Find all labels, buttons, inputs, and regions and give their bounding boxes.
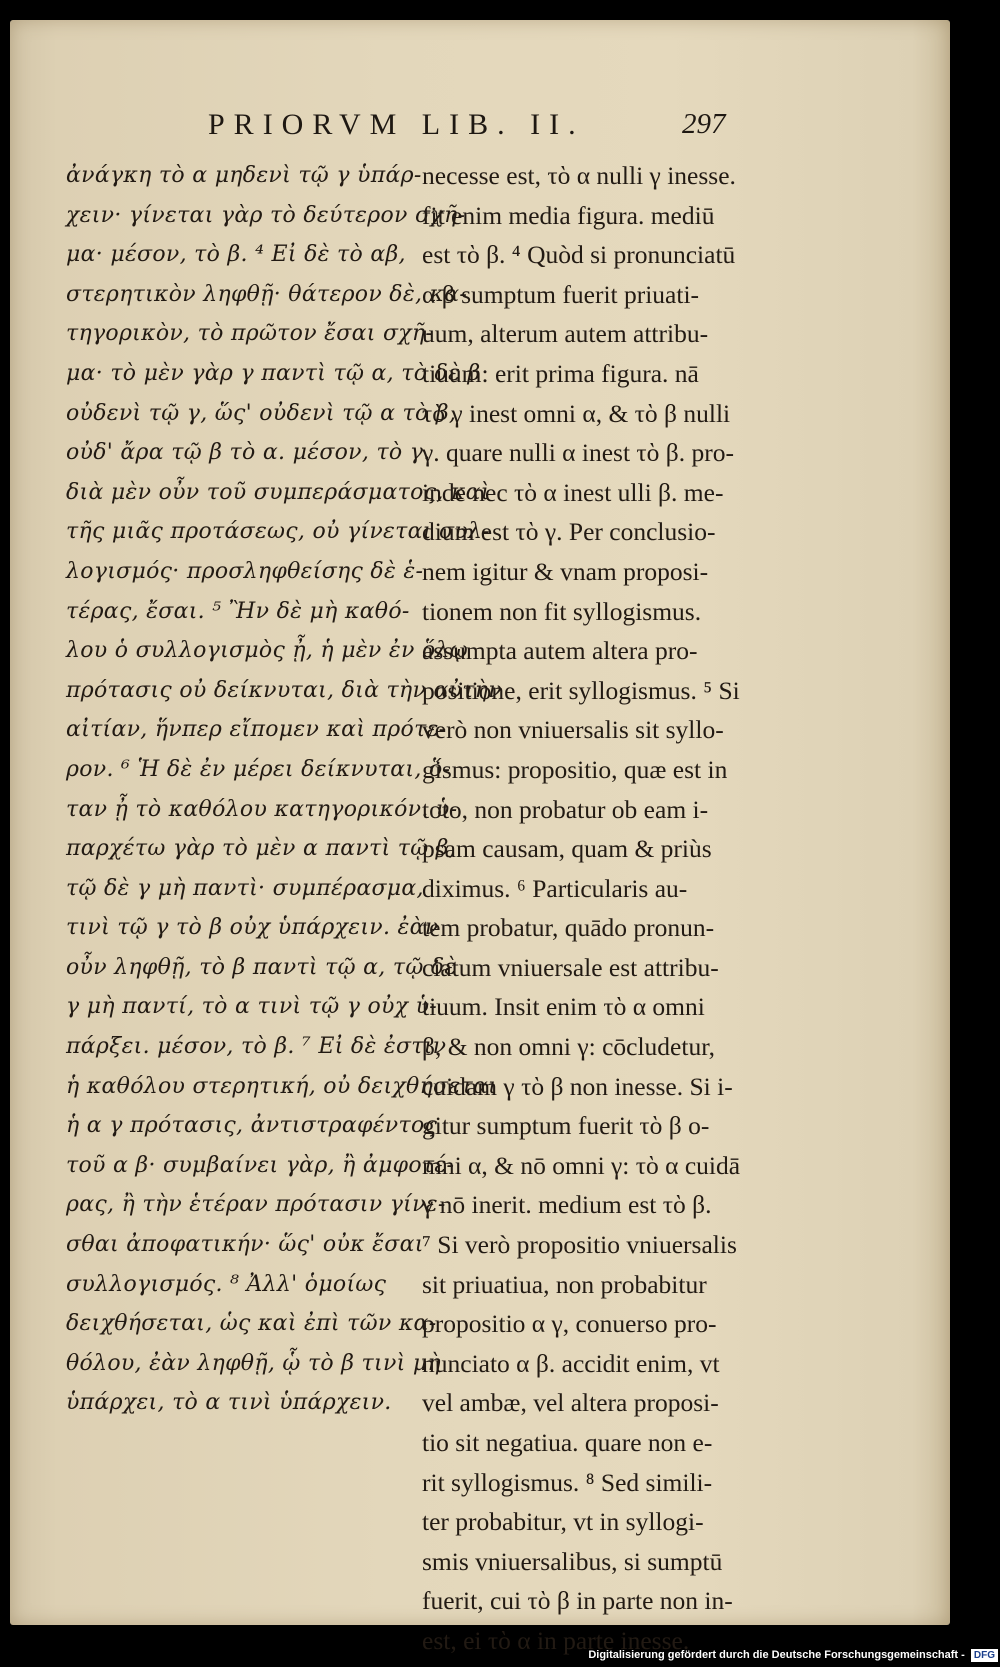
- latin-text-line: α β sumptum fuerit priuati-: [422, 279, 700, 309]
- greek-text-line: ἡ καθόλου στερητική, οὐ δειχθήσεται: [66, 1073, 498, 1099]
- greek-text-line: πάρξει. μέσον, τὸ β. ⁷ Εἰ δὲ ἐστιν: [66, 1034, 447, 1060]
- latin-text-line: sit priuatiua, non probabitur: [422, 1269, 707, 1299]
- greek-text-line: ρον. ⁶ Ἡ δὲ ἐν μέρει δείκνυται, ὅ-: [66, 756, 451, 782]
- greek-text-line: στερητικὸν ληφθῇ· θάτερον δὲ, κα-: [66, 281, 468, 307]
- greek-text-line: τῆς μιᾶς προτάσεως, οὐ γίνεται συλ-: [66, 519, 490, 545]
- greek-text-line: χειν· γίνεται γὰρ τὸ δεύτερον σχῆ-: [66, 202, 466, 228]
- greek-text-line: δειχθήσεται, ὡς καὶ ἐπὶ τῶν κα-: [66, 1311, 437, 1337]
- greek-text-line: συλλογισμός. ⁸ Ἀλλ' ὁμοίως: [66, 1271, 387, 1297]
- latin-text-line: mni α, & nō omni γ: τὸ α cuidā: [422, 1150, 741, 1180]
- footer-credit-text: Digitalisierung gefördert durch die Deutsche Forschungsgemeinschaft -: [588, 1649, 965, 1661]
- latin-text-line: gismus: propositio, quæ est in: [422, 754, 728, 784]
- latin-text-line: toto, non probatur ob eam i-: [422, 794, 709, 824]
- greek-text-line: σθαι ἀποφατικήν· ὥς' οὐκ ἔσαι: [66, 1232, 424, 1258]
- latin-text-line: fit enim media figura. mediū: [422, 200, 715, 230]
- latin-text-line: assumpta autem altera pro-: [422, 636, 698, 666]
- greek-text-line: τέρας, ἔσαι. ⁵ Ἢν δὲ μὴ καθό-: [66, 598, 410, 624]
- latin-text-line: tiuum: erit prima figura. nā: [422, 358, 699, 388]
- greek-text-line: πρότασις οὐ δείκνυται, διὰ τὴν αὐτὴν: [66, 677, 502, 703]
- latin-text-line: ⁷ Si verò propositio vniuersalis: [422, 1230, 737, 1260]
- greek-text-line: μα· τὸ μὲν γὰρ γ παντὶ τῷ α, τὸ δὲ β: [66, 360, 481, 386]
- greek-text-line: οὖν ληφθῇ, τὸ β παντὶ τῷ α, τῷ δὲ: [66, 954, 457, 980]
- latin-text-line: uum, alterum autem attribu-: [422, 319, 709, 349]
- greek-text-line: τῷ δὲ γ μὴ παντὶ· συμπέρασμα,: [66, 875, 424, 901]
- latin-text-line: dium est τὸ γ. Per conclusio-: [422, 517, 716, 547]
- latin-text-line: inde nec τὸ α inest ulli β. me-: [422, 477, 724, 507]
- digitization-footer: [588, 1646, 998, 1664]
- latin-text-line: rit syllogismus. ⁸ Sed simili-: [422, 1467, 713, 1497]
- greek-text-line: γ μὴ παντί, τὸ α τινὶ τῷ γ οὐχ ὑ-: [66, 994, 438, 1020]
- latin-text-line: necesse est, τὸ α nulli γ inesse.: [422, 161, 736, 190]
- greek-text-line: ρας, ἢ τὴν ἑτέραν πρότασιν γίνε-: [66, 1192, 446, 1218]
- latin-text-line: tiuum. Insit enim τὸ α omni: [422, 992, 705, 1022]
- dfg-logo: DFG: [971, 1649, 998, 1662]
- greek-text-line: μα· μέσον, τὸ β. ⁴ Εἰ δὲ τὸ αβ,: [66, 242, 406, 268]
- latin-text-line: gitur sumptum fuerit τὸ β o-: [422, 1111, 710, 1141]
- latin-text-line: verò non vniuersalis sit syllo-: [422, 715, 724, 745]
- greek-text-column: [66, 156, 502, 1423]
- latin-text-line: vel ambæ, vel altera proposi-: [422, 1388, 719, 1418]
- greek-text-line: ὑπάρχει, τὸ α τινὶ ὑπάρχειν.: [66, 1390, 392, 1416]
- latin-text-line: positione, erit syllogismus. ⁵ Si: [422, 675, 740, 705]
- greek-text-line: τινὶ τῷ γ τὸ β οὐχ ὑπάρχειν. ἐὰν: [66, 915, 439, 941]
- latin-text-line: smis vniuersalibus, si sumptū: [422, 1546, 723, 1576]
- latin-text-line: γ. quare nulli α inest τὸ β. pro-: [422, 438, 735, 468]
- latin-text-line: est τὸ β. ⁴ Quòd si pronunciatū: [422, 240, 736, 270]
- latin-text-column: [422, 156, 742, 1661]
- latin-text-line: nunciato α β. accidit enim, vt: [422, 1348, 720, 1378]
- greek-text-line: ταν ᾖ τὸ καθόλου κατηγορικόν. ὑ-: [66, 796, 458, 822]
- greek-text-line: οὐδενὶ τῷ γ, ὥς' οὐδενὶ τῷ α τὸ β,: [66, 400, 457, 426]
- greek-text-line: αἰτίαν, ἥνπερ εἴπομεν καὶ πρότε-: [66, 717, 447, 743]
- latin-text-line: nem igitur & vnam proposi-: [422, 556, 709, 586]
- latin-text-line: τὸ γ inest omni α, & τὸ β nulli: [422, 398, 731, 428]
- latin-text-line: ter probabitur, vt in syllogi-: [422, 1507, 704, 1537]
- latin-text-line: tionem non fit syllogismus.: [422, 596, 702, 626]
- greek-text-line: διὰ μὲν οὖν τοῦ συμπεράσματος, καὶ: [66, 479, 490, 505]
- latin-text-line: tem probatur, quādo pronun-: [422, 913, 715, 943]
- latin-text-line: γ nō inerit. medium est τὸ β.: [422, 1190, 712, 1220]
- running-head-title: PRIORVM LIB. II.: [208, 108, 585, 141]
- latin-text-line: cuidam γ τὸ β non inesse. Si i-: [422, 1071, 733, 1101]
- latin-text-line: diximus. ⁶ Particularis au-: [422, 873, 688, 903]
- greek-text-line: ἀνάγκη τὸ α μηδενὶ τῷ γ ὑπάρ-: [66, 163, 422, 188]
- greek-text-line: παρχέτω γὰρ τὸ μὲν α παντὶ τῷ β,: [66, 836, 457, 862]
- latin-text-line: psam causam, quam & priùs: [422, 834, 712, 864]
- latin-text-line: est, ei τὸ α in parte inesse.: [422, 1625, 690, 1655]
- latin-text-line: tio sit negatiua. quare non e-: [422, 1428, 713, 1457]
- running-head: [0, 108, 1000, 148]
- latin-text-line: fuerit, cui τὸ β in parte non in-: [422, 1586, 733, 1616]
- greek-text-line: ἡ α γ πρότασις, ἀντιστραφέντος: [66, 1113, 438, 1139]
- greek-text-line: οὐδ' ἄρα τῷ β τὸ α. μέσον, τὸ γ.: [66, 440, 431, 466]
- page-number: 297: [682, 108, 726, 140]
- greek-text-line: τηγορικὸν, τὸ πρῶτον ἔσαι σχῆ-: [66, 321, 434, 347]
- greek-text-line: θόλου, ἐὰν ληφθῇ, ᾧ τὸ β τινὶ μὴ: [66, 1350, 441, 1376]
- greek-text-line: τοῦ α β· συμβαίνει γὰρ, ἢ ἀμφοτέ-: [66, 1152, 455, 1178]
- greek-text-line: λογισμός· προσληφθείσης δὲ ἑ-: [66, 558, 424, 584]
- latin-text-line: β, & non omni γ: cōcludetur,: [422, 1032, 716, 1062]
- greek-text-line: λου ὁ συλλογισμὸς ᾖ, ἡ μὲν ἐν ὅλῳ: [66, 638, 468, 664]
- latin-text-line: propositio α γ, conuerso pro-: [422, 1309, 717, 1339]
- latin-text-line: ciatum vniuersale est attribu-: [422, 952, 719, 982]
